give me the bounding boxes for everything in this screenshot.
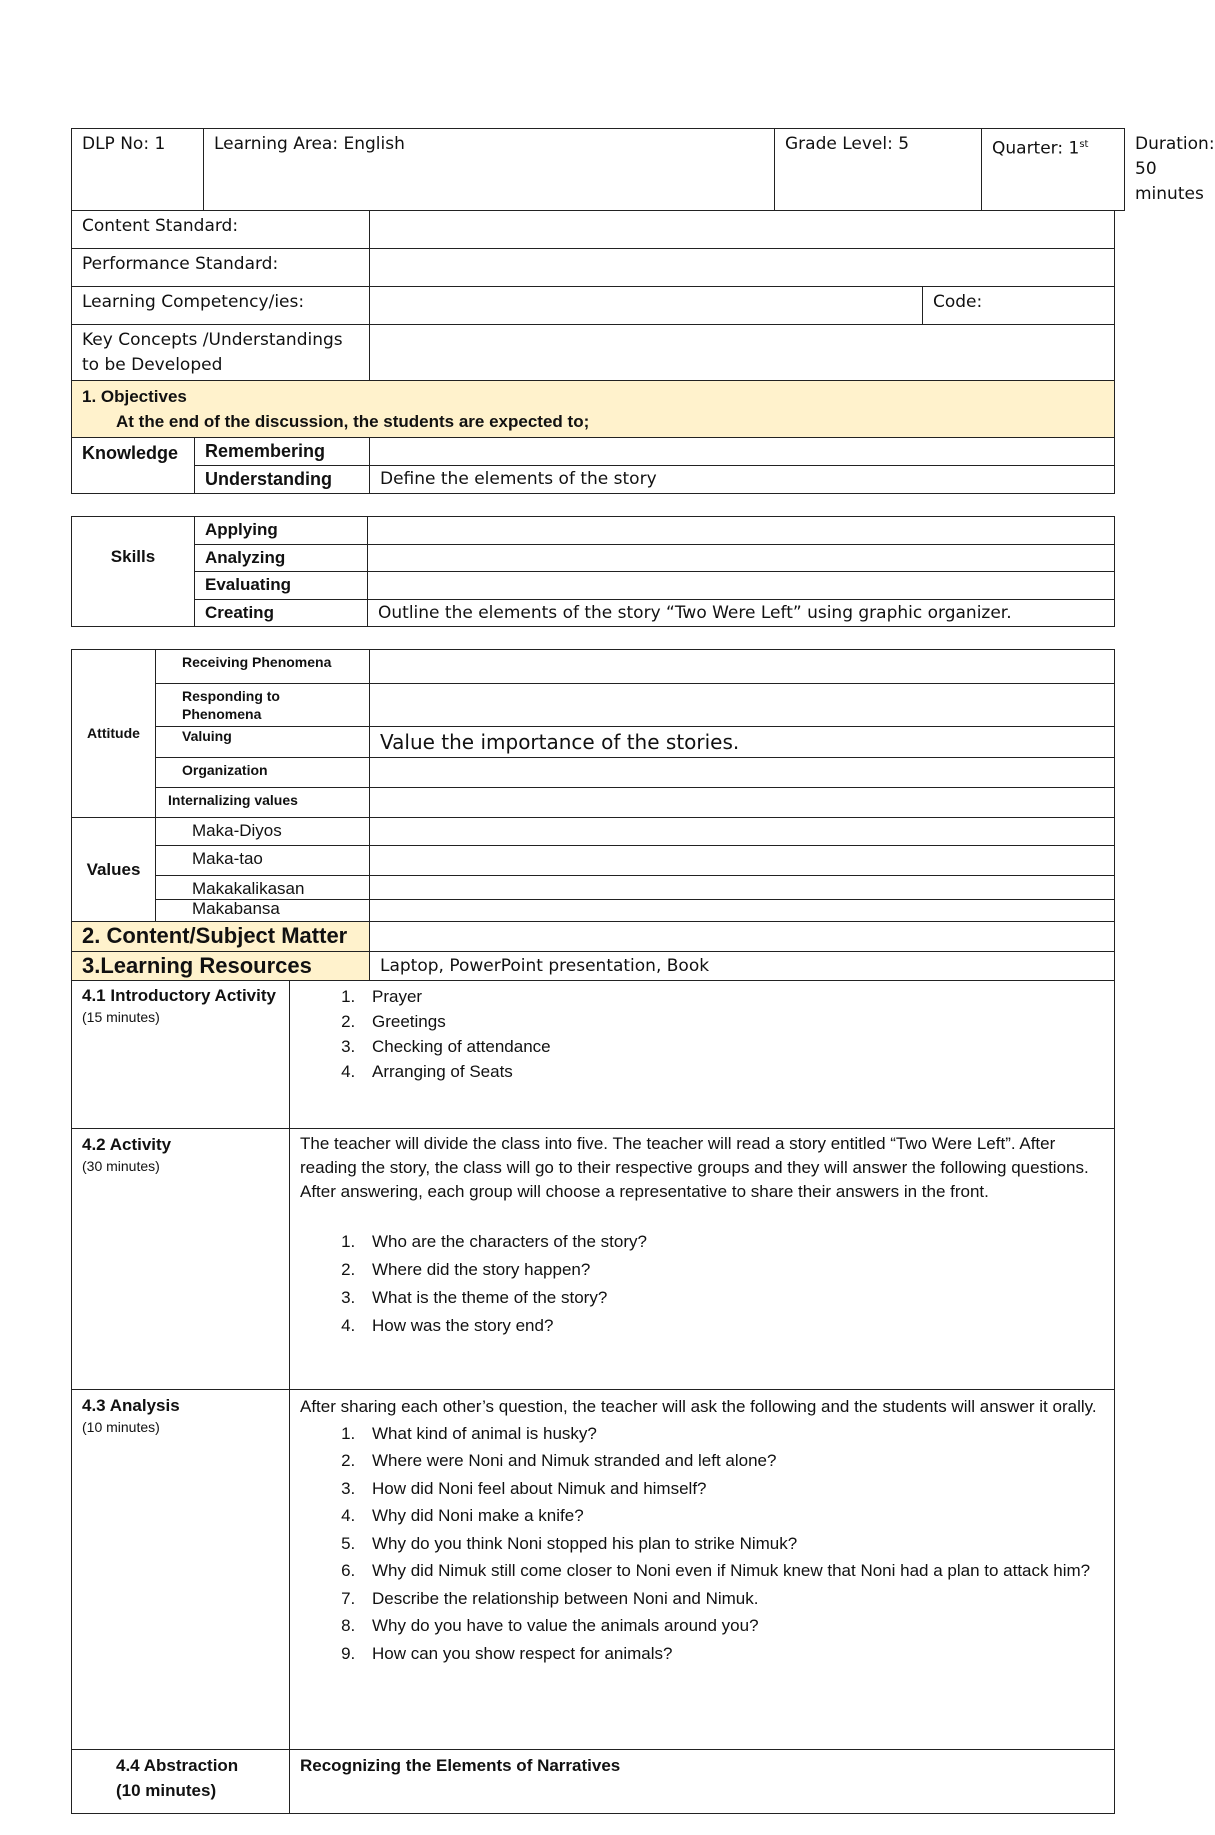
- content-matter-heading: 2. Content/Subject Matter: [72, 922, 370, 952]
- standards-table: [71, 210, 1115, 382]
- introductory-list: [300, 984, 1104, 1084]
- activity-label: 4.2 Activity (30 minutes): [72, 1128, 290, 1389]
- understanding-value: Define the elements of the story: [370, 466, 1115, 494]
- lesson-plan: [71, 128, 1215, 1814]
- understanding-label: Understanding: [195, 466, 370, 494]
- competency-value: [370, 286, 923, 324]
- analysis-content: [290, 1389, 1115, 1749]
- list-item: 5. Why do you think Noni stopped his plan to strike Nimuk?: [360, 1530, 1104, 1558]
- abstraction-label: 4.4 Abstraction (10 minutes): [72, 1749, 290, 1813]
- attitude-table: [71, 649, 1115, 981]
- creating-label: Creating: [195, 600, 368, 627]
- attitude-label: Attitude: [72, 650, 156, 818]
- applying-label: Applying: [195, 517, 368, 545]
- creating-value: Outline the elements of the story “Two Were Left” using graphic organizer.: [368, 600, 1115, 627]
- activity-questions: [300, 1228, 1104, 1340]
- abstraction-content: Recognizing the Elements of Narratives: [290, 1749, 1115, 1813]
- makabansa-label: Makabansa: [156, 900, 370, 922]
- procedure-table: [71, 980, 1115, 1814]
- analyzing-value: [368, 545, 1115, 572]
- organization-label: Organization: [156, 758, 370, 788]
- list-item: 9. How can you show respect for animals?: [360, 1640, 1104, 1668]
- skills-label: Skills: [72, 517, 195, 627]
- receiving-label: Receiving Phenomena: [156, 650, 370, 684]
- list-item: 8. Why do you have to value the animals around you?: [360, 1612, 1104, 1640]
- maka-diyos-label: Maka-Diyos: [156, 818, 370, 846]
- list-item: 2. Where were Noni and Nimuk stranded and left alone?: [360, 1447, 1104, 1475]
- list-item: 4. Why did Noni make a knife?: [360, 1502, 1104, 1530]
- list-item: 2. Where did the story happen?: [360, 1256, 1104, 1284]
- activity-text: The teacher will divide the class into five. The teacher will read a story entitled “Two Were Left”. After reading the story, the class will go to their respective groups and they will answer the following questions. After answering, each group will choose a representative to share their answers in the front.: [300, 1133, 1089, 1201]
- objectives-heading: 1. Objectives At the end of the discussion, the students are expected to;: [72, 381, 1115, 438]
- evaluating-value: [368, 572, 1115, 600]
- maka-diyos-value: [370, 818, 1115, 846]
- remembering-value: [370, 438, 1115, 466]
- valuing-label: Valuing: [156, 727, 370, 758]
- dlp-no: DLP No: 1: [72, 129, 204, 211]
- learning-resources-heading: 3.Learning Resources: [72, 952, 370, 981]
- list-item: 3. Checking of attendance: [360, 1034, 1104, 1059]
- values-label: Values: [72, 818, 156, 922]
- list-item: 3. How did Noni feel about Nimuk and himself?: [360, 1475, 1104, 1503]
- performance-standard-value: [370, 248, 1115, 286]
- activity-content: [290, 1128, 1115, 1389]
- introductory-label: 4.1 Introductory Activity (15 minutes): [72, 980, 290, 1128]
- analysis-questions: [300, 1420, 1104, 1668]
- learning-resources-value: Laptop, PowerPoint presentation, Book: [370, 952, 1115, 981]
- makabansa-value: [370, 900, 1115, 922]
- applying-value: [368, 517, 1115, 545]
- list-item: 1. Who are the characters of the story?: [360, 1228, 1104, 1256]
- valuing-value: Value the importance of the stories.: [370, 727, 1115, 758]
- list-item: 3. What is the theme of the story?: [360, 1284, 1104, 1312]
- key-concepts-label: Key Concepts /Understandings to be Developed: [72, 324, 370, 381]
- skills-table: [71, 516, 1115, 627]
- responding-value: [370, 684, 1115, 727]
- list-item: 4. How was the story end?: [360, 1312, 1104, 1340]
- list-item: 6. Why did Nimuk still come closer to Noni even if Nimuk knew that Noni had a plan to attack him?: [360, 1557, 1104, 1585]
- analysis-text: After sharing each other’s question, the teacher will ask the following and the students will answer it orally.: [300, 1396, 1097, 1416]
- performance-standard-label: Performance Standard:: [72, 248, 370, 286]
- responding-label: Responding to Phenomena: [156, 684, 370, 727]
- analysis-label: 4.3 Analysis (10 minutes): [72, 1389, 290, 1749]
- receiving-value: [370, 650, 1115, 684]
- header-table: DLP No: 1 Learning Area: English Grade Level: 5 Quarter: 1st Duration: 50 minutes: [71, 128, 1125, 211]
- objectives-table: [71, 380, 1115, 494]
- makakalikasan-value: [370, 876, 1115, 900]
- list-item: 1. Prayer: [360, 984, 1104, 1009]
- remembering-label: Remembering: [195, 438, 370, 466]
- learning-area: Learning Area: English: [204, 129, 775, 211]
- organization-value: [370, 758, 1115, 788]
- introductory-content: [290, 980, 1115, 1128]
- competency-label: Learning Competency/ies:: [72, 286, 370, 324]
- maka-tao-value: [370, 846, 1115, 876]
- evaluating-label: Evaluating: [195, 572, 368, 600]
- internalizing-value: [370, 788, 1115, 818]
- list-item: 1. What kind of animal is husky?: [360, 1420, 1104, 1448]
- knowledge-label: Knowledge: [72, 438, 195, 494]
- makakalikasan-label: Makakalikasan: [156, 876, 370, 900]
- list-item: 2. Greetings: [360, 1009, 1104, 1034]
- content-standard-label: Content Standard:: [72, 210, 370, 248]
- key-concepts-value: [370, 324, 1115, 381]
- list-item: 4. Arranging of Seats: [360, 1059, 1104, 1084]
- quarter: Quarter: 1st: [982, 129, 1125, 211]
- maka-tao-label: Maka-tao: [156, 846, 370, 876]
- grade-level: Grade Level: 5: [775, 129, 982, 211]
- code-label: Code:: [923, 286, 1115, 324]
- analyzing-label: Analyzing: [195, 545, 368, 572]
- internalizing-label: Internalizing values: [156, 788, 370, 818]
- list-item: 7. Describe the relationship between Noni and Nimuk.: [360, 1585, 1104, 1613]
- content-standard-value: [370, 210, 1115, 248]
- content-matter-value: [370, 922, 1115, 952]
